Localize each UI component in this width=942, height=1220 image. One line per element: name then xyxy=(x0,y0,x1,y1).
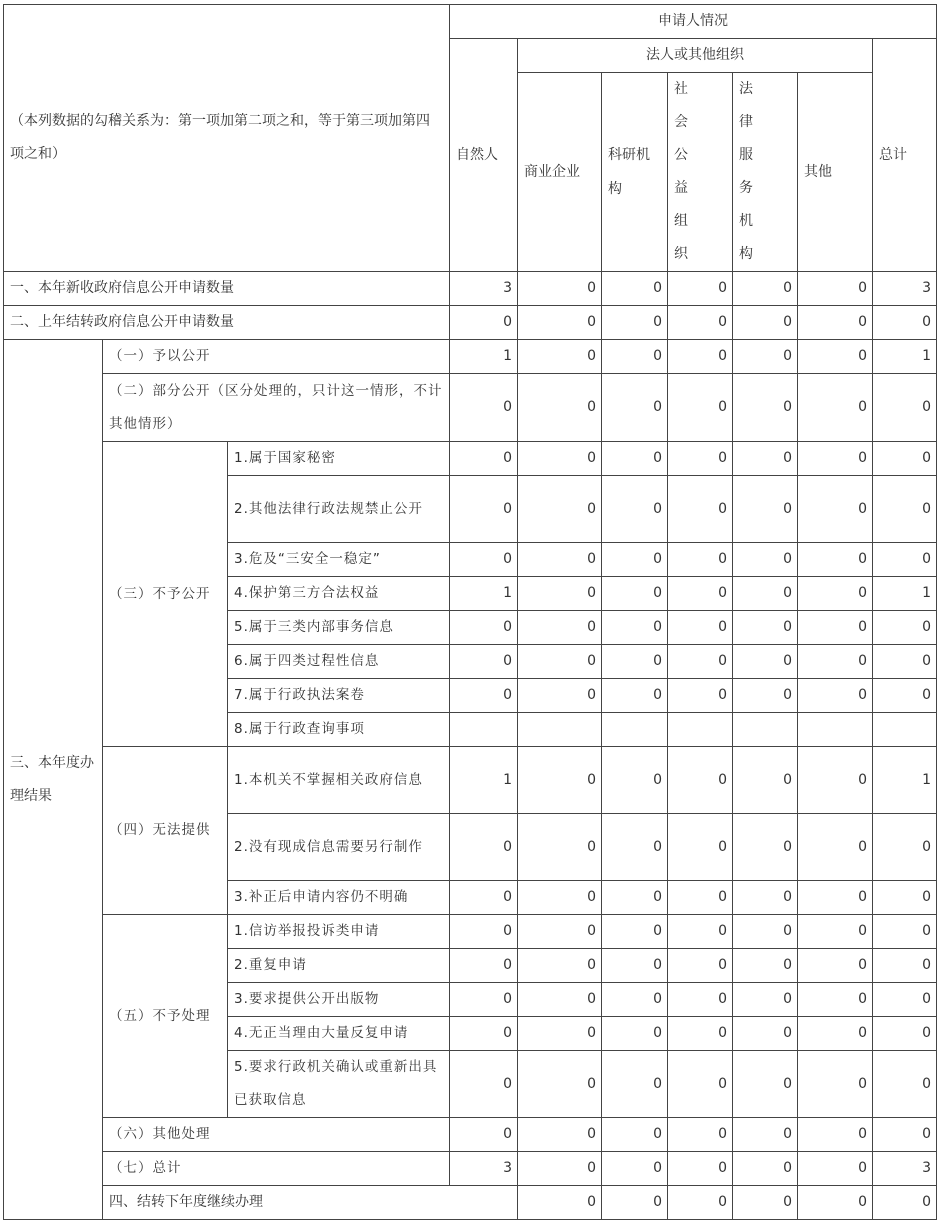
cell: 0 xyxy=(602,679,668,713)
cell: 1 xyxy=(450,340,518,374)
cell: 0 xyxy=(733,1152,798,1186)
header-note: （本列数据的勾稽关系为：第一项加第二项之和，等于第三项加第四项之和） xyxy=(4,5,450,272)
row-label: 3.危及“三安全一稳定” xyxy=(228,543,450,577)
cell: 0 xyxy=(450,1051,518,1118)
cell: 0 xyxy=(518,814,602,881)
cell: 0 xyxy=(518,1017,602,1051)
header-col-research: 科研机构 xyxy=(602,73,668,272)
cell: 0 xyxy=(733,306,798,340)
table-row xyxy=(4,306,937,340)
cell: 0 xyxy=(668,577,733,611)
cell: 0 xyxy=(450,1017,518,1051)
cell: 0 xyxy=(873,949,937,983)
cell: 0 xyxy=(798,1186,873,1220)
header-natural-person: 自然人 xyxy=(450,39,518,272)
cell: 0 xyxy=(668,476,733,543)
cell: 0 xyxy=(518,476,602,543)
cell: 0 xyxy=(668,645,733,679)
cell: 0 xyxy=(798,340,873,374)
row-label: 四、结转下年度继续办理 xyxy=(103,1186,518,1220)
cell xyxy=(873,713,937,747)
table-row xyxy=(4,747,937,814)
cell: 0 xyxy=(518,1118,602,1152)
cell: 0 xyxy=(602,983,668,1017)
cell: 0 xyxy=(602,645,668,679)
row-label: 二、上年结转政府信息公开申请数量 xyxy=(4,306,450,340)
cell: 0 xyxy=(873,645,937,679)
header-applicant: 申请人情况 xyxy=(450,5,937,39)
row-label: （六）其他处理 xyxy=(103,1118,450,1152)
cell: 0 xyxy=(602,340,668,374)
cell: 0 xyxy=(798,679,873,713)
cell: 0 xyxy=(733,814,798,881)
cell: 0 xyxy=(873,1186,937,1220)
cell: 0 xyxy=(873,1118,937,1152)
cell: 0 xyxy=(873,1017,937,1051)
cell: 0 xyxy=(668,915,733,949)
cell: 0 xyxy=(450,679,518,713)
cell: 0 xyxy=(602,814,668,881)
cell: 0 xyxy=(450,306,518,340)
row-label: 3.补正后申请内容仍不明确 xyxy=(228,881,450,915)
cell: 0 xyxy=(733,1017,798,1051)
cell: 0 xyxy=(518,1051,602,1118)
cell: 0 xyxy=(798,442,873,476)
cell: 0 xyxy=(450,543,518,577)
cell: 0 xyxy=(602,272,668,306)
cell: 0 xyxy=(668,949,733,983)
cell: 0 xyxy=(518,442,602,476)
cell: 0 xyxy=(602,611,668,645)
row-label: 2.没有现成信息需要另行制作 xyxy=(228,814,450,881)
cell: 0 xyxy=(798,1118,873,1152)
cell: 0 xyxy=(873,983,937,1017)
row-label: 一、本年新收政府信息公开申请数量 xyxy=(4,272,450,306)
cell: 0 xyxy=(668,374,733,442)
cell xyxy=(602,713,668,747)
row-label: 2.其他法律行政法规禁止公开 xyxy=(228,476,450,543)
cell: 0 xyxy=(798,949,873,983)
cell: 0 xyxy=(668,1118,733,1152)
header-total: 总计 xyxy=(873,39,937,272)
cell: 0 xyxy=(668,1152,733,1186)
row-label: （七）总计 xyxy=(103,1152,450,1186)
cell: 0 xyxy=(450,881,518,915)
cell: 0 xyxy=(518,679,602,713)
cell: 0 xyxy=(873,915,937,949)
cell: 3 xyxy=(450,1152,518,1186)
table-row xyxy=(4,915,937,949)
cell: 0 xyxy=(668,983,733,1017)
cell xyxy=(798,713,873,747)
cell: 0 xyxy=(602,374,668,442)
cell: 0 xyxy=(450,476,518,543)
cell: 0 xyxy=(518,915,602,949)
table-row xyxy=(4,272,937,306)
cell: 0 xyxy=(873,442,937,476)
cell: 0 xyxy=(798,747,873,814)
cell: 0 xyxy=(450,915,518,949)
cell: 0 xyxy=(518,1152,602,1186)
group-label: （三）不予公开 xyxy=(103,442,228,747)
cell: 0 xyxy=(668,1051,733,1118)
gov-info-disclosure-table xyxy=(3,4,937,1220)
cell: 0 xyxy=(668,272,733,306)
cell: 0 xyxy=(733,881,798,915)
cell: 0 xyxy=(873,543,937,577)
cell: 0 xyxy=(602,949,668,983)
cell: 0 xyxy=(798,272,873,306)
row-label: 7.属于行政执法案卷 xyxy=(228,679,450,713)
row-label: 5.要求行政机关确认或重新出具已获取信息 xyxy=(228,1051,450,1118)
cell: 0 xyxy=(518,611,602,645)
cell: 0 xyxy=(733,340,798,374)
row-label: 1.信访举报投诉类申请 xyxy=(228,915,450,949)
cell: 0 xyxy=(668,340,733,374)
cell: 1 xyxy=(873,577,937,611)
cell: 0 xyxy=(733,577,798,611)
cell: 0 xyxy=(668,1017,733,1051)
group-label: （四）无法提供 xyxy=(103,747,228,915)
cell: 0 xyxy=(873,306,937,340)
cell: 0 xyxy=(873,1051,937,1118)
group-label: （五）不予处理 xyxy=(103,915,228,1118)
cell: 0 xyxy=(733,949,798,983)
cell: 0 xyxy=(873,881,937,915)
cell: 0 xyxy=(798,306,873,340)
cell: 0 xyxy=(798,1051,873,1118)
cell: 0 xyxy=(668,1186,733,1220)
cell: 0 xyxy=(518,645,602,679)
cell: 0 xyxy=(873,374,937,442)
cell: 0 xyxy=(518,1186,602,1220)
cell: 0 xyxy=(602,1186,668,1220)
row-label: 3.要求提供公开出版物 xyxy=(228,983,450,1017)
cell: 0 xyxy=(450,374,518,442)
cell: 0 xyxy=(798,881,873,915)
cell: 0 xyxy=(602,1118,668,1152)
cell xyxy=(450,713,518,747)
cell: 0 xyxy=(602,881,668,915)
cell: 0 xyxy=(733,915,798,949)
row-label: 1.本机关不掌握相关政府信息 xyxy=(228,747,450,814)
row-label: 1.属于国家秘密 xyxy=(228,442,450,476)
cell: 3 xyxy=(873,272,937,306)
cell: 0 xyxy=(798,1152,873,1186)
cell: 1 xyxy=(450,747,518,814)
cell: 0 xyxy=(668,442,733,476)
cell: 0 xyxy=(602,1152,668,1186)
cell: 0 xyxy=(518,306,602,340)
cell: 0 xyxy=(798,814,873,881)
cell: 0 xyxy=(518,577,602,611)
cell: 0 xyxy=(518,949,602,983)
cell: 0 xyxy=(798,543,873,577)
cell: 0 xyxy=(602,306,668,340)
cell: 0 xyxy=(733,1118,798,1152)
cell: 0 xyxy=(450,1118,518,1152)
cell: 0 xyxy=(450,983,518,1017)
row-label: （一）予以公开 xyxy=(103,340,450,374)
cell: 0 xyxy=(450,645,518,679)
cell: 0 xyxy=(733,272,798,306)
cell: 0 xyxy=(668,306,733,340)
cell: 0 xyxy=(518,340,602,374)
cell: 0 xyxy=(668,814,733,881)
cell: 0 xyxy=(450,949,518,983)
cell: 0 xyxy=(602,1017,668,1051)
cell: 0 xyxy=(873,611,937,645)
cell: 0 xyxy=(602,543,668,577)
cell xyxy=(668,713,733,747)
cell: 0 xyxy=(733,747,798,814)
table-row xyxy=(4,340,937,374)
cell: 0 xyxy=(798,577,873,611)
cell: 0 xyxy=(518,747,602,814)
cell: 0 xyxy=(733,543,798,577)
header-col-welfare: 社会公益组织 xyxy=(668,73,733,272)
table-row xyxy=(4,1152,937,1186)
row-label: 4.保护第三方合法权益 xyxy=(228,577,450,611)
cell: 0 xyxy=(602,476,668,543)
cell: 0 xyxy=(518,374,602,442)
row-label: 6.属于四类过程性信息 xyxy=(228,645,450,679)
table-row xyxy=(4,442,937,476)
cell: 0 xyxy=(873,476,937,543)
cell: 0 xyxy=(518,272,602,306)
table-row xyxy=(4,1186,937,1220)
cell: 0 xyxy=(668,611,733,645)
cell: 0 xyxy=(798,645,873,679)
cell: 0 xyxy=(668,881,733,915)
cell: 0 xyxy=(798,476,873,543)
cell: 0 xyxy=(798,1017,873,1051)
row-label: 2.重复申请 xyxy=(228,949,450,983)
cell: 1 xyxy=(450,577,518,611)
cell: 0 xyxy=(798,983,873,1017)
cell: 0 xyxy=(733,611,798,645)
cell: 0 xyxy=(450,442,518,476)
row-label: （二）部分公开（区分处理的，只计这一情形，不计其他情形） xyxy=(103,374,450,442)
cell: 0 xyxy=(873,679,937,713)
cell: 1 xyxy=(873,340,937,374)
table-row xyxy=(4,374,937,442)
cell: 0 xyxy=(798,611,873,645)
cell: 0 xyxy=(518,881,602,915)
cell: 0 xyxy=(733,374,798,442)
cell: 1 xyxy=(873,747,937,814)
row-label: 5.属于三类内部事务信息 xyxy=(228,611,450,645)
cell: 0 xyxy=(733,476,798,543)
header-col-business: 商业企业 xyxy=(518,73,602,272)
cell: 0 xyxy=(602,577,668,611)
header-legal-group: 法人或其他组织 xyxy=(518,39,873,73)
cell: 3 xyxy=(450,272,518,306)
cell: 0 xyxy=(733,679,798,713)
cell: 0 xyxy=(450,814,518,881)
cell xyxy=(518,713,602,747)
cell: 0 xyxy=(602,747,668,814)
cell: 0 xyxy=(602,1051,668,1118)
cell: 0 xyxy=(450,611,518,645)
cell: 0 xyxy=(602,442,668,476)
cell: 0 xyxy=(668,679,733,713)
row-label: 4.无正当理由大量反复申请 xyxy=(228,1017,450,1051)
cell: 0 xyxy=(798,374,873,442)
header-col-legal: 法律服务机构 xyxy=(733,73,798,272)
cell: 0 xyxy=(602,915,668,949)
cell: 0 xyxy=(873,814,937,881)
cell: 0 xyxy=(733,442,798,476)
cell: 0 xyxy=(733,1186,798,1220)
cell xyxy=(733,713,798,747)
cell: 0 xyxy=(668,747,733,814)
cell: 0 xyxy=(518,983,602,1017)
cell: 3 xyxy=(873,1152,937,1186)
table-row xyxy=(4,1118,937,1152)
row-label: 8.属于行政查询事项 xyxy=(228,713,450,747)
cell: 0 xyxy=(733,645,798,679)
cell: 0 xyxy=(798,915,873,949)
section-label: 三、本年度办理结果 xyxy=(4,340,103,1220)
cell: 0 xyxy=(733,1051,798,1118)
cell: 0 xyxy=(518,543,602,577)
cell: 0 xyxy=(668,543,733,577)
cell: 0 xyxy=(733,983,798,1017)
header-col-other: 其他 xyxy=(798,73,873,272)
